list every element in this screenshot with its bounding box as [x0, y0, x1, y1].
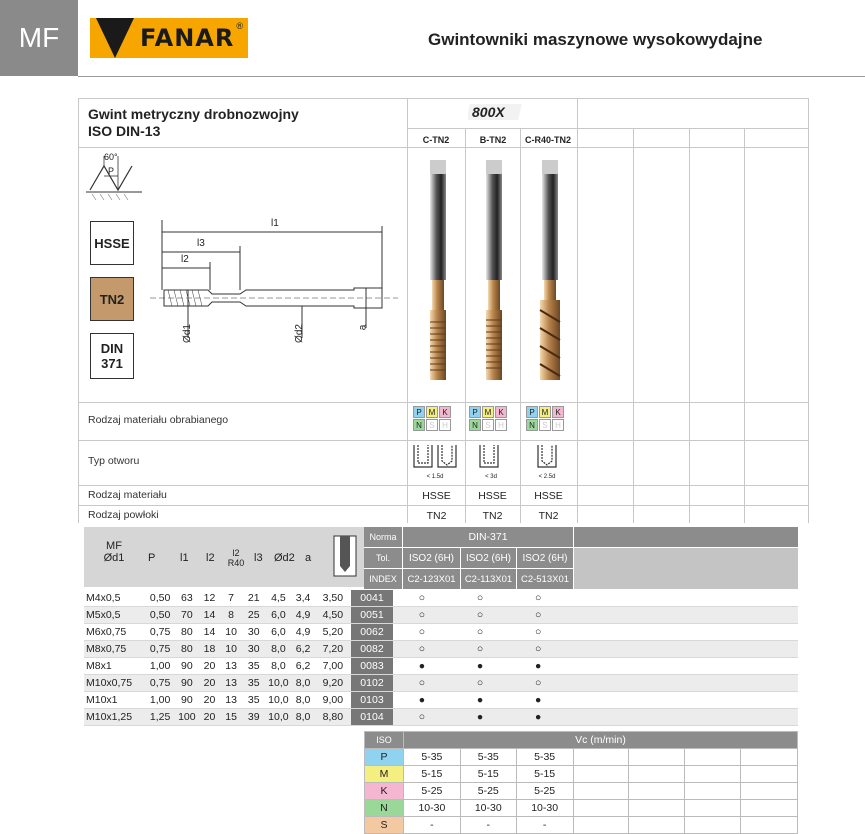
spec-cell: 80 — [175, 641, 200, 658]
empty-cell — [740, 624, 798, 641]
availability-cell: ● — [451, 658, 509, 675]
spec-cell: M6x0,75 — [84, 624, 146, 641]
empty-cell — [685, 800, 741, 817]
panel-row-line — [78, 505, 808, 506]
empty-cell — [683, 590, 741, 607]
spec-cell: M5x0,5 — [84, 607, 146, 624]
hole-type-label: Typ otworu — [88, 455, 140, 467]
tap-section-icon — [330, 532, 360, 580]
vc-value-cell: 5-35 — [460, 749, 516, 766]
index-c-r40-tn2: C2-513X01 — [517, 569, 573, 589]
empty-cell — [625, 590, 683, 607]
spec-cell: M10x0,75 — [84, 675, 146, 692]
availability-cell: ○ — [451, 675, 509, 692]
availability-cell: ○ — [451, 624, 509, 641]
empty-cell — [740, 590, 798, 607]
spec-cell: 25 — [242, 607, 265, 624]
index-b-tn2: C2-113X01 — [461, 569, 516, 589]
logo-text: FANAR — [140, 24, 235, 52]
spec-cell: 3,4 — [292, 590, 315, 607]
empty-cell — [740, 675, 798, 692]
vc-iso-cell: S — [365, 817, 404, 834]
empty-cell — [625, 692, 683, 709]
spec-cell: 4,50 — [314, 607, 351, 624]
empty-cell — [629, 800, 685, 817]
spec-cell: 9,20 — [314, 675, 351, 692]
vc-value-cell: 5-25 — [516, 783, 573, 800]
material-group-label: Rodzaj materiału obrabianego — [88, 414, 229, 426]
spec-cell: 4,5 — [265, 590, 292, 607]
empty-cell — [625, 675, 683, 692]
material-groups-c-tn2: P M K N S H — [413, 406, 451, 431]
material-groups-b-tn2: P M K N S H — [469, 406, 507, 431]
empty-cell — [625, 709, 683, 726]
spec-cell: 14 — [199, 624, 220, 641]
availability-cell: ○ — [451, 607, 509, 624]
spec-cell: 7 — [220, 590, 243, 607]
empty-cell — [629, 749, 685, 766]
panel-row-line — [78, 440, 808, 441]
availability-cell: ○ — [451, 590, 509, 607]
col-mf-label: MF — [106, 540, 122, 552]
spec-row — [84, 624, 798, 641]
panel-row-line — [407, 128, 808, 129]
availability-cell: ○ — [509, 624, 568, 641]
col-header-a: a — [305, 552, 312, 564]
spec-cell: 6,0 — [265, 624, 292, 641]
spec-cell: 5,20 — [314, 624, 351, 641]
availability-cell: ● — [509, 692, 568, 709]
vc-value-cell: 5-15 — [403, 766, 460, 783]
spec-cell: 35 — [242, 658, 265, 675]
spec-cell: 21 — [242, 590, 265, 607]
spec-cell: 8,0 — [292, 692, 315, 709]
empty-cell — [629, 817, 685, 834]
empty-cell — [625, 624, 683, 641]
vc-row — [365, 800, 798, 817]
panel-left-border — [78, 98, 79, 523]
spec-cell: 90 — [175, 675, 200, 692]
index-cell: 0083 — [351, 658, 392, 675]
empty-cell — [741, 749, 798, 766]
spec-cell: 70 — [175, 607, 200, 624]
empty-cell — [741, 817, 798, 834]
coating-label: Rodzaj powłoki — [88, 509, 159, 521]
spec-cell: 10 — [220, 641, 243, 658]
index-cell: 0051 — [351, 607, 392, 624]
col-header-mf — [96, 540, 132, 564]
series-800x-logo — [468, 102, 524, 122]
spec-row — [84, 641, 798, 658]
tool-head-c-tn2: C-TN2 — [422, 135, 450, 145]
spec-cell: 1,00 — [146, 692, 175, 709]
availability-cell: ○ — [393, 675, 452, 692]
spec-cell: 8 — [220, 607, 243, 624]
spec-cell: 6,2 — [292, 658, 315, 675]
empty-cell — [740, 658, 798, 675]
empty-cell — [683, 607, 741, 624]
spec-cell: 10,0 — [265, 675, 292, 692]
spec-cell: 13 — [220, 692, 243, 709]
vc-iso-cell: M — [365, 766, 404, 783]
hole-note-c-tn2: < 1.5d — [426, 474, 444, 480]
norma-extra — [574, 527, 798, 547]
empty-cell — [567, 624, 625, 641]
dim-l3: l3 — [197, 238, 205, 249]
spec-cell: 0,50 — [146, 607, 175, 624]
availability-cell: ○ — [393, 641, 452, 658]
spec-cell: 30 — [242, 624, 265, 641]
availability-cell: ● — [509, 658, 568, 675]
vc-value-cell: 5-15 — [516, 766, 573, 783]
empty-cell — [683, 641, 741, 658]
vc-row — [365, 766, 798, 783]
empty-cell — [625, 658, 683, 675]
vc-value-cell: 5-35 — [403, 749, 460, 766]
vc-value-cell: - — [460, 817, 516, 834]
spec-cell: 100 — [175, 709, 200, 726]
material-label: Rodzaj materiału — [88, 489, 167, 501]
spec-row — [84, 658, 798, 675]
spec-cell: 9,00 — [314, 692, 351, 709]
spec-cell: 13 — [220, 658, 243, 675]
logo-v-mark — [96, 18, 134, 58]
spec-cell: M10x1 — [84, 692, 146, 709]
empty-cell — [740, 692, 798, 709]
empty-cell — [567, 692, 625, 709]
spec-cell: 12 — [199, 590, 220, 607]
availability-cell: ○ — [509, 590, 568, 607]
col-header-l1: l1 — [180, 552, 189, 564]
spec-cell: 0,75 — [146, 624, 175, 641]
panel-col-line — [689, 128, 690, 523]
panel-col-line — [744, 128, 745, 523]
col-header-l3: l3 — [254, 552, 263, 564]
vc-iso-header: ISO — [365, 732, 404, 749]
vc-row — [365, 749, 798, 766]
spec-cell: 8,0 — [292, 675, 315, 692]
empty-cell — [567, 658, 625, 675]
spec-cell: 90 — [175, 658, 200, 675]
vc-table — [364, 731, 798, 834]
hole-note-b-tn2: < 3d — [485, 474, 497, 480]
spec-cell: 20 — [199, 692, 220, 709]
panel-top-border — [78, 98, 808, 99]
tap-images — [408, 150, 578, 400]
index-cell: 0041 — [351, 590, 392, 607]
spec-cell: 8,0 — [265, 658, 292, 675]
col-header-l2-r40: l2 R40 — [227, 548, 245, 568]
dim-d2: Ød2 — [293, 324, 305, 343]
empty-cell — [685, 749, 741, 766]
box-hsse: HSSE — [90, 221, 134, 265]
empty-cell — [625, 607, 683, 624]
vc-value-cell: - — [403, 817, 460, 834]
spec-cell: 8,80 — [314, 709, 351, 726]
spec-cell: 4,9 — [292, 624, 315, 641]
spec-cell: 63 — [175, 590, 200, 607]
spec-cell: 0,75 — [146, 641, 175, 658]
spec-cell: 80 — [175, 624, 200, 641]
availability-cell: ○ — [393, 607, 452, 624]
material-c-tn2: HSSE — [422, 490, 451, 502]
vc-value-cell: 10-30 — [516, 800, 573, 817]
empty-cell — [629, 783, 685, 800]
hole-type-icons — [412, 443, 572, 475]
tol-c-r40-tn2: ISO2 (6H) — [517, 548, 573, 568]
spec-cell: 8,0 — [292, 709, 315, 726]
spec-cell: 4,9 — [292, 607, 315, 624]
spec-cell: 6,2 — [292, 641, 315, 658]
empty-cell — [625, 641, 683, 658]
empty-cell — [573, 817, 629, 834]
empty-cell — [741, 783, 798, 800]
thread-title-line2: ISO DIN-13 — [88, 123, 161, 139]
coating-c-tn2: TN2 — [426, 510, 447, 522]
panel-row-line — [78, 485, 808, 486]
tool-head-c-r40-tn2: C-R40-TN2 — [524, 135, 571, 145]
spec-cell: M4x0,5 — [84, 590, 146, 607]
empty-cell — [573, 749, 629, 766]
vc-value-cell: 5-35 — [516, 749, 573, 766]
norma-label: Norma — [364, 527, 402, 547]
tol-label: Tol. — [364, 548, 402, 568]
tap-c-tn2 — [430, 160, 446, 380]
spec-cell: 14 — [199, 607, 220, 624]
tool-head-b-tn2: B-TN2 — [479, 135, 507, 145]
index-label: INDEX — [364, 569, 402, 589]
spec-cell: 13 — [220, 675, 243, 692]
col-header-d2: Ød2 — [274, 552, 295, 564]
empty-cell — [567, 590, 625, 607]
spec-cell: 10,0 — [265, 692, 292, 709]
spec-cell: 7,20 — [314, 641, 351, 658]
vc-iso-cell: K — [365, 783, 404, 800]
availability-cell: ● — [451, 709, 509, 726]
spec-cell: 0,75 — [146, 675, 175, 692]
spec-cell: 6,0 — [265, 607, 292, 624]
header-divider — [78, 76, 865, 77]
availability-cell: ○ — [451, 641, 509, 658]
spec-table — [84, 590, 798, 726]
vc-header: Vc (m/min) — [403, 732, 797, 749]
empty-cell — [573, 783, 629, 800]
spec-cell: 30 — [242, 641, 265, 658]
dim-d1: Ød1 — [181, 324, 193, 343]
spec-cell: 3,50 — [314, 590, 351, 607]
availability-cell: ● — [451, 692, 509, 709]
col-d1-label: Ød1 — [103, 552, 125, 564]
spec-cell: 15 — [220, 709, 243, 726]
availability-cell: ● — [393, 692, 452, 709]
series-800x-text: 800X — [472, 104, 505, 120]
material-b-tn2: HSSE — [478, 490, 507, 502]
index-cell: 0102 — [351, 675, 392, 692]
empty-cell — [740, 607, 798, 624]
spec-cell: 10,0 — [265, 709, 292, 726]
spec-cell: 1,00 — [146, 658, 175, 675]
empty-cell — [741, 766, 798, 783]
empty-cell — [685, 766, 741, 783]
spec-cell: 10 — [220, 624, 243, 641]
tol-b-tn2: ISO2 (6H) — [461, 548, 516, 568]
empty-cell — [685, 817, 741, 834]
availability-cell: ○ — [509, 675, 568, 692]
thread-title — [88, 106, 299, 140]
index-cell: 0103 — [351, 692, 392, 709]
vc-row — [365, 817, 798, 834]
availability-cell: ● — [509, 709, 568, 726]
spec-row — [84, 590, 798, 607]
availability-cell: ○ — [393, 624, 452, 641]
dim-l1: l1 — [271, 218, 279, 229]
index-c-tn2: C2-123X01 — [403, 569, 460, 589]
availability-cell: ○ — [509, 641, 568, 658]
vc-value-cell: 5-15 — [460, 766, 516, 783]
index-cell: 0082 — [351, 641, 392, 658]
col-header-l2: l2 — [206, 552, 215, 564]
box-tn2: TN2 — [90, 277, 134, 321]
logo-registered: ® — [236, 21, 243, 31]
thread-title-line1: Gwint metryczny drobnozwojny — [88, 106, 299, 122]
vc-row — [365, 783, 798, 800]
empty-cell — [567, 641, 625, 658]
vc-value-cell: - — [516, 817, 573, 834]
page-headline: Gwintowniki maszynowe wysokowydajne — [428, 30, 763, 49]
vc-iso-cell: N — [365, 800, 404, 817]
spec-cell: 39 — [242, 709, 265, 726]
spec-cell: M8x1 — [84, 658, 146, 675]
index-cell: 0062 — [351, 624, 392, 641]
mf-badge: MF — [0, 0, 78, 76]
empty-cell — [683, 658, 741, 675]
empty-cell — [567, 607, 625, 624]
empty-cell — [741, 800, 798, 817]
panel-row-line — [78, 147, 808, 148]
coating-c-r40-tn2: TN2 — [538, 510, 559, 522]
spec-row — [84, 709, 798, 726]
spec-row — [84, 692, 798, 709]
spec-cell: 35 — [242, 675, 265, 692]
empty-cell — [683, 709, 741, 726]
availability-cell: ● — [393, 658, 452, 675]
vc-iso-cell: P — [365, 749, 404, 766]
spec-cell: 18 — [199, 641, 220, 658]
index-cell: 0104 — [351, 709, 392, 726]
empty-cell — [740, 709, 798, 726]
panel-right-border — [808, 98, 809, 523]
spec-cell: 20 — [199, 709, 220, 726]
spec-row — [84, 675, 798, 692]
dim-l2: l2 — [181, 254, 189, 265]
material-groups-c-r40-tn2: P M K N S H — [526, 406, 564, 431]
spec-cell: 1,25 — [146, 709, 175, 726]
spec-cell: 7,00 — [314, 658, 351, 675]
spec-cell: 90 — [175, 692, 200, 709]
header-extra — [574, 548, 798, 589]
spec-cell: 8,0 — [265, 641, 292, 658]
spec-cell: M8x0,75 — [84, 641, 146, 658]
material-c-r40-tn2: HSSE — [534, 490, 563, 502]
vc-value-cell: 10-30 — [403, 800, 460, 817]
vc-value-cell: 5-25 — [403, 783, 460, 800]
tol-c-tn2: ISO2 (6H) — [403, 548, 460, 568]
tap-b-tn2 — [486, 160, 502, 380]
empty-cell — [740, 641, 798, 658]
spec-cell: 20 — [199, 675, 220, 692]
panel-col-line — [633, 128, 634, 523]
spec-cell: M10x1,25 — [84, 709, 146, 726]
availability-cell: ○ — [509, 607, 568, 624]
dim-a: a — [357, 324, 369, 331]
empty-cell — [629, 766, 685, 783]
spec-cell: 20 — [199, 658, 220, 675]
vc-value-cell: 5-25 — [460, 783, 516, 800]
spec-cell: 0,50 — [146, 590, 175, 607]
empty-cell — [683, 675, 741, 692]
norma-value: DIN-371 — [403, 527, 573, 547]
empty-cell — [685, 783, 741, 800]
availability-cell: ○ — [393, 590, 452, 607]
empty-cell — [683, 624, 741, 641]
hole-note-c-r40-tn2: < 2.5d — [538, 474, 556, 480]
tap-c-r40-tn2 — [540, 160, 560, 380]
box-din371: DIN 371 — [90, 333, 134, 379]
spec-cell: 35 — [242, 692, 265, 709]
vc-value-cell: 10-30 — [460, 800, 516, 817]
empty-cell — [567, 675, 625, 692]
col-header-p: P — [148, 552, 156, 564]
thread-angle-label: 60° — [104, 152, 118, 162]
empty-cell — [573, 800, 629, 817]
fanar-logo — [90, 18, 248, 58]
spec-row — [84, 607, 798, 624]
empty-cell — [573, 766, 629, 783]
panel-row-line — [78, 402, 808, 403]
empty-cell — [683, 692, 741, 709]
coating-b-tn2: TN2 — [482, 510, 503, 522]
empty-cell — [567, 709, 625, 726]
pitch-label: P — [108, 166, 115, 176]
availability-cell: ○ — [393, 709, 452, 726]
